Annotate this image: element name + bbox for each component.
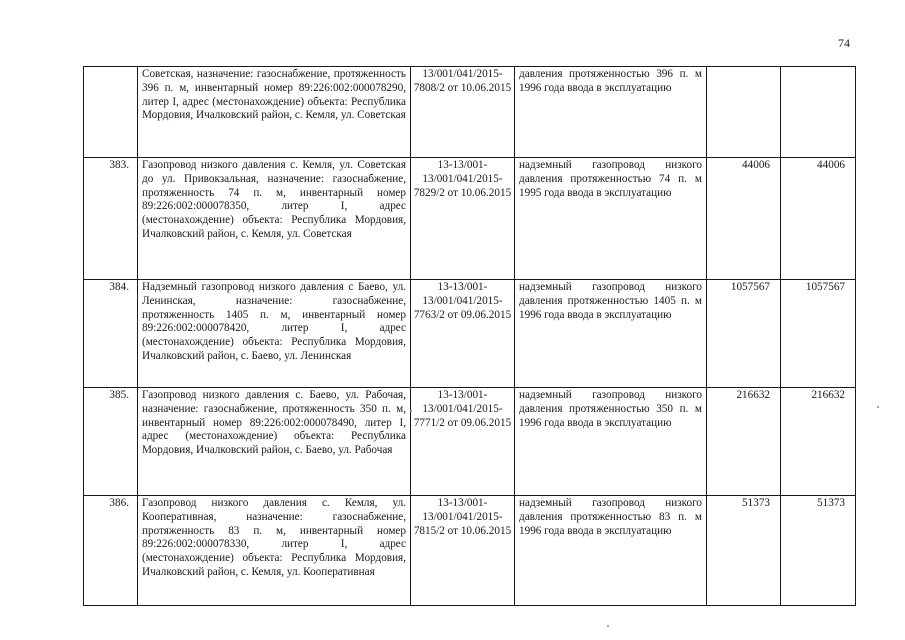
object-characteristics: надземный газопровод низкого давления протяженностью 74 п. м 1995 года ввода в эксплуатацию (515, 158, 707, 280)
registration-record: 13-13/001-13/001/041/2015-7763/2 от 09.06.2015 (411, 280, 515, 388)
residual-value: 1057567 (781, 280, 856, 388)
registration-record: 13-13/001-13/001/041/2015-7829/2 от 10.06.2015 (411, 158, 515, 280)
book-value: 51373 (707, 496, 781, 606)
scan-speck (877, 406, 879, 408)
page-number: 74 (838, 36, 850, 50)
table-row (84, 67, 856, 158)
property-registry-table (83, 66, 856, 606)
object-characteristics: давления протяженностью 396 п. м 1996 года ввода в эксплуатацию (515, 67, 707, 158)
table-row (84, 388, 856, 496)
book-value: 1057567 (707, 280, 781, 388)
book-value: 44006 (707, 158, 781, 280)
object-description: Надземный газопровод низкого давления с Баево, ул. Ленинская, назначение: газоснабжение, протяженность 1405 п. м, инвентарный номер 89:226:002:000078420, литер I, адрес (местонахождение) объекта: Республика Мордовия, Ичалковский район, с. Баево, ул. Ленинская (138, 280, 411, 388)
row-number: 384. (84, 280, 138, 388)
row-number: 385. (84, 388, 138, 496)
row-number: 383. (84, 158, 138, 280)
registration-record: 13/001/041/2015-7808/2 от 10.06.2015 (411, 67, 515, 158)
residual-value: 44006 (781, 158, 856, 280)
scan-speck (607, 625, 609, 627)
table-row (84, 280, 856, 388)
object-description: Советская, назначение: газоснабжение, протяженность 396 п. м, инвентарный номер 89:226:002:000078290, литер I, адрес (местонахождение) объекта: Республика Мордовия, Ичалковский район, с. Кемля, ул. Советская (138, 67, 411, 158)
object-characteristics: надземный газопровод низкого давления протяженностью 350 п. м 1996 года ввода в эксплуатацию (515, 388, 707, 496)
residual-value (781, 67, 856, 158)
table-row (84, 158, 856, 280)
table-row (84, 496, 856, 606)
object-description: Газопровод низкого давления с. Баево, ул. Рабочая, назначение: газоснабжение, протяженность 350 п. м, инвентарный номер 89:226:002:000078490, литер I, адрес (местонахождение) объекта: Республика Мордовия, Ичалковский район, с. Баево, ул. Рабочая (138, 388, 411, 496)
book-value: 216632 (707, 388, 781, 496)
residual-value: 51373 (781, 496, 856, 606)
residual-value: 216632 (781, 388, 856, 496)
object-description: Газопровод низкого давления с. Кемля, ул. Советская до ул. Привокзальная, назначение: газоснабжение, протяженность 74 п. м, инвентарный номер 89:226:002:000078350, литер I, адрес (местонахождение) объекта: Республика Мордовия, Ичалковский район, с. Кемля, ул. Советская (138, 158, 411, 280)
registration-record: 13-13/001-13/001/041/2015-7815/2 от 10.06.2015 (411, 496, 515, 606)
object-characteristics: надземный газопровод низкого давления протяженностью 1405 п. м 1996 года ввода в эксплуатацию (515, 280, 707, 388)
row-number: 386. (84, 496, 138, 606)
object-characteristics: надземный газопровод низкого давления протяженностью 83 п. м 1996 года ввода в эксплуатацию (515, 496, 707, 606)
row-number (84, 67, 138, 158)
book-value (707, 67, 781, 158)
scan-speck (410, 410, 412, 412)
registration-record: 13-13/001-13/001/041/2015-7771/2 от 09.06.2015 (411, 388, 515, 496)
object-description: Газопровод низкого давления с. Кемля, ул. Кооперативная, назначение: газоснабжение, протяженность 83 п. м, инвентарный номер 89:226:002:000078330, литер I, адрес (местонахождение) объекта: Республика Мордовия, Ичалковский район, с. Кемля, ул. Кооперативная (138, 496, 411, 606)
